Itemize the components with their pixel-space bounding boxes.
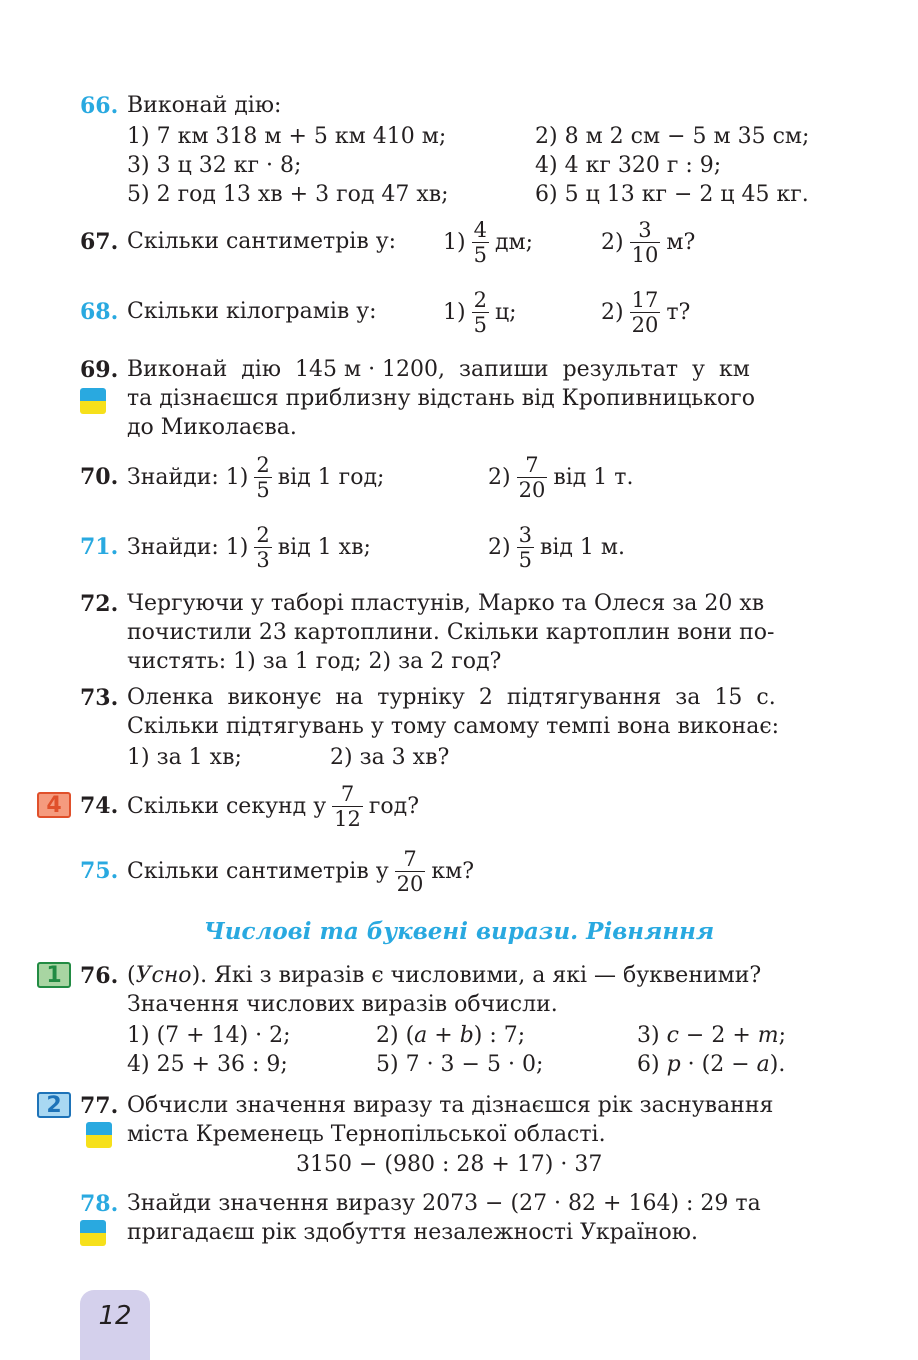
part-label: 1) bbox=[443, 229, 466, 255]
unit: ц; bbox=[494, 299, 517, 325]
fraction bbox=[517, 523, 534, 572]
problem-number-67: 67. bbox=[80, 229, 119, 255]
numerator: 2 bbox=[256, 452, 270, 477]
problem-78-line-1: Знайди значення виразу 2073 − (27 · 82 + 164) : 29 та bbox=[127, 1191, 761, 1216]
denominator: 3 bbox=[256, 547, 270, 572]
expr-part: 2) ( bbox=[376, 1023, 415, 1048]
variable: c bbox=[666, 1023, 679, 1048]
problem-77-line-1: Обчисли значення виразу та дізнаєшся рік заснування bbox=[127, 1093, 774, 1118]
problem-71-text: Знайди: 1) bbox=[127, 534, 249, 560]
numerator: 2 bbox=[256, 522, 270, 547]
problem-73-line-1: Оленка виконує на турніку 2 підтягування за 15 с. bbox=[127, 685, 776, 710]
unit: км? bbox=[431, 858, 475, 884]
ukraine-flag-icon bbox=[80, 388, 106, 414]
unit: м? bbox=[666, 229, 696, 255]
unit: год? bbox=[368, 793, 420, 819]
section-heading: Числові та буквені вирази. Рівняння bbox=[203, 918, 715, 945]
expr-part: ). bbox=[769, 1052, 786, 1077]
problem-68-part-2 bbox=[601, 284, 690, 340]
problem-number-73: 73. bbox=[80, 685, 119, 711]
denominator: 20 bbox=[518, 477, 546, 502]
denominator: 20 bbox=[396, 871, 424, 896]
variable: p bbox=[666, 1052, 681, 1077]
expr-part: 6) bbox=[637, 1052, 667, 1077]
problem-73-line-2: Скільки підтягувань у тому самому темпі вона виконає: bbox=[127, 714, 780, 739]
expr-part: − 2 + bbox=[678, 1023, 758, 1048]
denominator: 5 bbox=[473, 242, 487, 267]
problem-71-part-2 bbox=[488, 519, 625, 575]
fraction bbox=[472, 218, 489, 267]
problem-number-70: 70. bbox=[80, 464, 119, 490]
part-label: 1) bbox=[443, 299, 466, 325]
paren-open: ( bbox=[127, 963, 136, 988]
problem-72-line-2: почистили 23 картоплини. Скільки картоплин вони по- bbox=[127, 620, 775, 645]
ukraine-flag-icon bbox=[80, 1220, 106, 1246]
fraction bbox=[472, 288, 489, 337]
problem-76-line-1 bbox=[127, 962, 761, 990]
problem-67-part-2 bbox=[601, 214, 695, 270]
problem-number-74: 74. bbox=[80, 793, 119, 819]
ukraine-flag-icon bbox=[86, 1122, 112, 1148]
expression-3 bbox=[637, 1022, 786, 1050]
denominator: 12 bbox=[334, 806, 361, 831]
fraction bbox=[254, 523, 271, 572]
problem-76-line-2: Значення числових виразів обчисли. bbox=[127, 992, 558, 1017]
problem-66-item-3: 3) 3 ц 32 кг · 8; bbox=[127, 153, 302, 178]
part-label: 2) bbox=[601, 299, 624, 325]
problem-78-line-2: пригадаєш рік здобуття незалежності Україною. bbox=[127, 1220, 698, 1245]
expr-part: + bbox=[427, 1023, 460, 1048]
denominator: 5 bbox=[256, 477, 270, 502]
expression-6 bbox=[637, 1051, 785, 1079]
denominator: 20 bbox=[631, 312, 659, 337]
denominator: 5 bbox=[518, 547, 532, 572]
problem-69-line-1: Виконай дію 145 м · 1200, запиши результат у км bbox=[127, 357, 750, 382]
problem-77-line-2: міста Кременець Тернопільської області. bbox=[127, 1122, 606, 1147]
problem-66-item-2: 2) 8 м 2 см − 5 м 35 см; bbox=[535, 124, 810, 149]
problem-66-item-5: 5) 2 год 13 хв + 3 год 47 хв; bbox=[127, 182, 449, 207]
problem-66-item-1: 1) 7 км 318 м + 5 км 410 м; bbox=[127, 124, 447, 149]
numerator: 2 bbox=[473, 287, 487, 312]
problem-74-body bbox=[127, 778, 419, 834]
fraction bbox=[630, 288, 661, 337]
expression-4: 4) 25 + 36 : 9; bbox=[127, 1052, 288, 1077]
variable: b bbox=[459, 1023, 474, 1048]
level-4-badge: 4 bbox=[37, 792, 71, 818]
expr-part: ) : 7; bbox=[473, 1023, 526, 1048]
unit: т? bbox=[666, 299, 691, 325]
problem-66-item-6: 6) 5 ц 13 кг − 2 ц 45 кг. bbox=[535, 182, 809, 207]
page-number: 12 bbox=[80, 1290, 150, 1360]
problem-77-expression: 3150 − (980 : 28 + 17) · 37 bbox=[296, 1152, 603, 1177]
variable: a bbox=[414, 1023, 428, 1048]
unit: від 1 т. bbox=[553, 464, 634, 490]
fraction bbox=[395, 847, 426, 896]
level-1-badge: 1 bbox=[37, 962, 71, 988]
unit: дм; bbox=[494, 229, 534, 255]
problem-number-71: 71. bbox=[80, 534, 119, 560]
problem-number-68: 68. bbox=[80, 299, 119, 325]
fraction bbox=[332, 782, 363, 831]
problem-number-66: 66. bbox=[80, 93, 119, 119]
problem-73-item-1: 1) за 1 хв; bbox=[127, 745, 242, 770]
unit: від 1 год; bbox=[277, 464, 385, 490]
problem-70-part-2 bbox=[488, 449, 633, 505]
expression-5: 5) 7 · 3 − 5 · 0; bbox=[376, 1052, 544, 1077]
expr-part: · (2 − bbox=[680, 1052, 757, 1077]
problem-73-item-2: 2) за 3 хв? bbox=[330, 745, 450, 770]
oral-label: Усно bbox=[135, 963, 192, 988]
denominator: 5 bbox=[473, 312, 487, 337]
problem-74-text: Скільки секунд у bbox=[127, 793, 327, 819]
part-label: 2) bbox=[488, 534, 511, 560]
problem-66-item-4: 4) 4 кг 320 г : 9; bbox=[535, 153, 722, 178]
unit: від 1 м. bbox=[539, 534, 626, 560]
expr-part: 3) bbox=[637, 1023, 667, 1048]
level-2-badge: 2 bbox=[37, 1092, 71, 1118]
numerator: 7 bbox=[403, 846, 417, 871]
problem-number-77: 77. bbox=[80, 1093, 119, 1119]
numerator: 3 bbox=[518, 522, 532, 547]
part-label: 2) bbox=[488, 464, 511, 490]
problem-67-text: Скільки сантиметрів у: bbox=[127, 229, 397, 254]
fraction bbox=[517, 453, 548, 502]
numerator: 7 bbox=[340, 781, 355, 806]
denominator: 10 bbox=[631, 242, 659, 267]
variable: m bbox=[757, 1023, 779, 1048]
numerator: 4 bbox=[473, 217, 487, 242]
problem-72-line-3: чистять: 1) за 1 год; 2) за 2 год? bbox=[127, 649, 502, 674]
problem-number-78: 78. bbox=[80, 1191, 119, 1217]
problem-number-69: 69. bbox=[80, 357, 119, 383]
problem-66-title: Виконай дію: bbox=[127, 93, 282, 118]
problem-68-part-1 bbox=[443, 284, 517, 340]
numerator: 3 bbox=[638, 217, 652, 242]
problem-72-line-1: Чергуючи у таборі пластунів, Марко та Олеся за 20 хв bbox=[127, 591, 765, 616]
problem-76-question: ). Які з виразів є числовими, а які — буквеними? bbox=[191, 963, 762, 988]
fraction bbox=[630, 218, 661, 267]
variable: a bbox=[756, 1052, 770, 1077]
numerator: 17 bbox=[631, 287, 659, 312]
part-label: 2) bbox=[601, 229, 624, 255]
problem-75-body bbox=[127, 843, 474, 899]
problem-number-72: 72. bbox=[80, 591, 119, 617]
problem-number-76: 76. bbox=[80, 963, 119, 989]
expression-2 bbox=[376, 1022, 525, 1050]
problem-69-line-2: та дізнаєшся приблизну відстань від Кропивницького bbox=[127, 386, 755, 411]
problem-70-text: Знайди: 1) bbox=[127, 464, 249, 490]
problem-75-text: Скільки сантиметрів у bbox=[127, 858, 389, 884]
problem-70-part-1 bbox=[127, 449, 384, 505]
problem-67-part-1 bbox=[443, 214, 533, 270]
expression-1: 1) (7 + 14) · 2; bbox=[127, 1023, 291, 1048]
numerator: 7 bbox=[525, 452, 539, 477]
problem-68-text: Скільки кілограмів у: bbox=[127, 299, 377, 324]
problem-number-75: 75. bbox=[80, 858, 119, 884]
problem-69-line-3: до Миколаєва. bbox=[127, 415, 297, 440]
fraction bbox=[254, 453, 271, 502]
unit: від 1 хв; bbox=[277, 534, 371, 560]
expr-part: ; bbox=[778, 1023, 787, 1048]
problem-71-part-1 bbox=[127, 519, 371, 575]
